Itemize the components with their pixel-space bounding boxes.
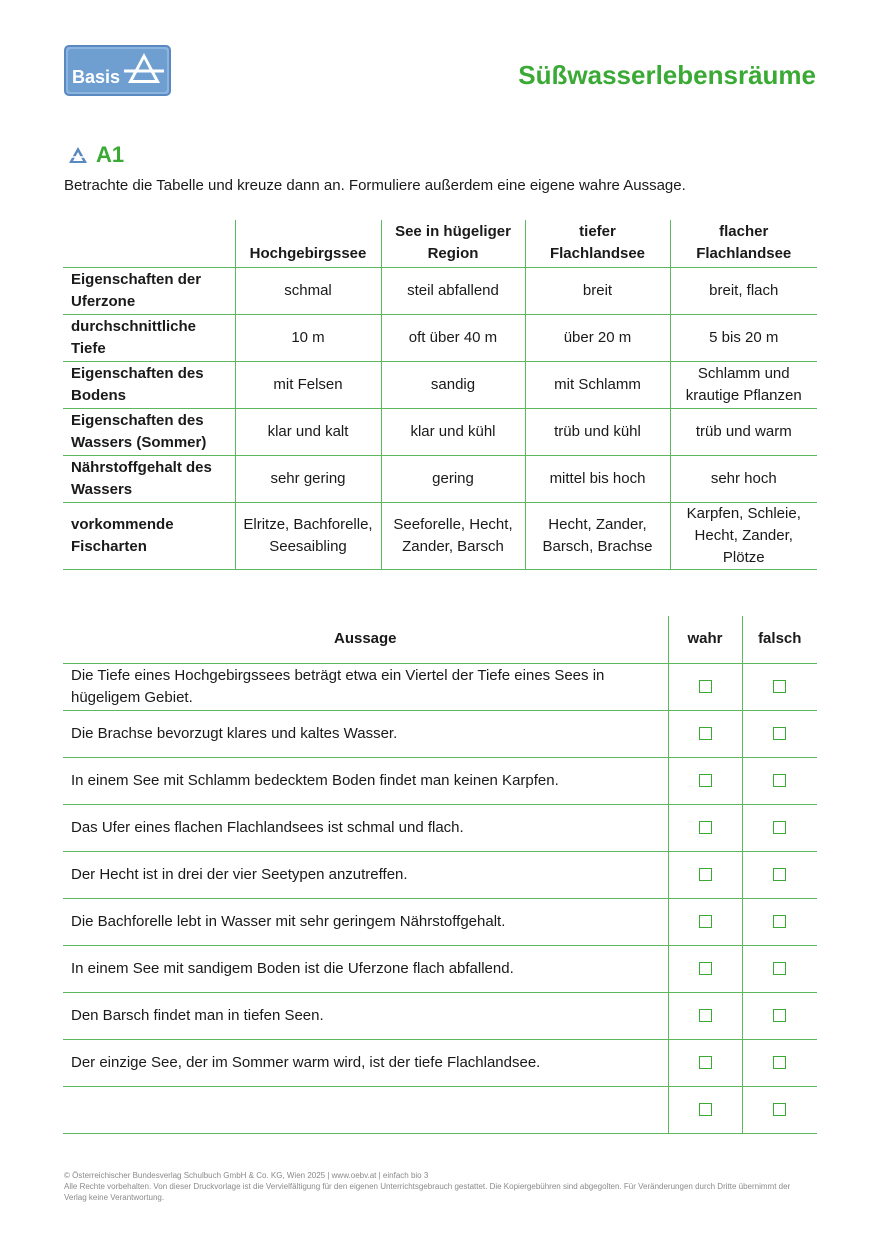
false-checkbox[interactable] xyxy=(773,680,786,693)
statement-text: Die Brachse bevorzugt klares und kaltes Wasser. xyxy=(63,710,668,757)
table-cell: über 20 m xyxy=(525,314,670,361)
statement-row xyxy=(63,945,817,992)
column-header: See in hügeliger Region xyxy=(381,220,525,267)
row-header: Nährstoffgehalt des Wassers xyxy=(63,455,235,502)
corner-cell xyxy=(63,220,235,267)
table-row xyxy=(63,267,817,314)
table-cell: mit Schlamm xyxy=(525,361,670,408)
statement-row xyxy=(63,898,817,945)
table-header-row xyxy=(63,616,817,663)
column-header: Hochgebirgssee xyxy=(235,220,381,267)
task-instruction: Betrachte die Tabelle und kreuze dann an. Formuliere außerdem eine eigene wahre Aussage. xyxy=(64,177,686,194)
true-checkbox[interactable] xyxy=(699,1103,712,1116)
statement-row xyxy=(63,851,817,898)
statement-text: In einem See mit sandigem Boden ist die Uferzone flach abfallend. xyxy=(63,945,668,992)
column-header: tiefer Flachlandsee xyxy=(525,220,670,267)
statement-row xyxy=(63,804,817,851)
row-header: Eigenschaften des Bodens xyxy=(63,361,235,408)
table-cell: breit, flach xyxy=(670,267,817,314)
statement-text: Den Barsch findet man in tiefen Seen. xyxy=(63,992,668,1039)
statement-row xyxy=(63,1039,817,1086)
statement-text: In einem See mit Schlamm bedecktem Boden findet man keinen Karpfen. xyxy=(63,757,668,804)
table-row xyxy=(63,314,817,361)
table-cell: steil abfallend xyxy=(381,267,525,314)
false-checkbox[interactable] xyxy=(773,962,786,975)
false-checkbox[interactable] xyxy=(773,1103,786,1116)
false-checkbox[interactable] xyxy=(773,1009,786,1022)
statement-column-header: Aussage xyxy=(63,616,668,663)
logo-text: Basis xyxy=(72,67,121,87)
true-checkbox[interactable] xyxy=(699,1009,712,1022)
table-cell: mit Felsen xyxy=(235,361,381,408)
true-checkbox[interactable] xyxy=(699,680,712,693)
false-checkbox[interactable] xyxy=(773,727,786,740)
table-cell: trüb und warm xyxy=(670,408,817,455)
row-header: durchschnittliche Tiefe xyxy=(63,314,235,361)
table-cell: sandig xyxy=(381,361,525,408)
false-column-header: falsch xyxy=(742,616,817,663)
table-row xyxy=(63,455,817,502)
statement-text: Das Ufer eines flachen Flachlandsees ist schmal und flach. xyxy=(63,804,668,851)
statement-text: Der Hecht ist in drei der vier Seetypen anzutreffen. xyxy=(63,851,668,898)
false-checkbox[interactable] xyxy=(773,774,786,787)
table-cell: 5 bis 20 m xyxy=(670,314,817,361)
lake-comparison-table xyxy=(63,220,817,570)
basis-level-icon xyxy=(68,146,88,164)
table-cell: sehr gering xyxy=(235,455,381,502)
table-cell: klar und kalt xyxy=(235,408,381,455)
true-checkbox[interactable] xyxy=(699,821,712,834)
false-checkbox[interactable] xyxy=(773,915,786,928)
table-cell: sehr hoch xyxy=(670,455,817,502)
footer xyxy=(64,1170,804,1203)
table-cell: mittel bis hoch xyxy=(525,455,670,502)
statement-row xyxy=(63,757,817,804)
statement-row xyxy=(63,710,817,757)
true-checkbox[interactable] xyxy=(699,727,712,740)
table-header-row xyxy=(63,220,817,267)
copyright-line: © Österreichischer Bundesverlag Schulbuch GmbH & Co. KG, Wien 2025 | www.oebv.at | einfach bio 3 xyxy=(64,1171,429,1180)
table-row xyxy=(63,502,817,569)
false-checkbox[interactable] xyxy=(773,821,786,834)
table-cell: gering xyxy=(381,455,525,502)
true-checkbox[interactable] xyxy=(699,868,712,881)
row-header: Eigenschaften des Wassers (Sommer) xyxy=(63,408,235,455)
statement-row xyxy=(63,992,817,1039)
table-cell: 10 m xyxy=(235,314,381,361)
row-header: Eigenschaften der Uferzone xyxy=(63,267,235,314)
table-cell: Schlamm und krautige Pflanzen xyxy=(670,361,817,408)
basis-logo xyxy=(64,45,171,96)
true-checkbox[interactable] xyxy=(699,962,712,975)
own-statement-field[interactable] xyxy=(63,1086,668,1133)
table-row xyxy=(63,408,817,455)
false-checkbox[interactable] xyxy=(773,1056,786,1069)
table-cell: trüb und kühl xyxy=(525,408,670,455)
table-cell: klar und kühl xyxy=(381,408,525,455)
true-column-header: wahr xyxy=(668,616,742,663)
task-heading xyxy=(68,142,124,168)
table-cell: breit xyxy=(525,267,670,314)
statement-table xyxy=(63,616,817,1134)
row-header: vorkommende Fischarten xyxy=(63,502,235,569)
table-cell: Seeforelle, Hecht, Zander, Barsch xyxy=(381,502,525,569)
statement-text: Die Bachforelle lebt in Wasser mit sehr geringem Nährstoffgehalt. xyxy=(63,898,668,945)
table-cell: Karpfen, Schleie, Hecht, Zander, Plötze xyxy=(670,502,817,569)
table-cell: oft über 40 m xyxy=(381,314,525,361)
false-checkbox[interactable] xyxy=(773,868,786,881)
statement-row xyxy=(63,663,817,710)
true-checkbox[interactable] xyxy=(699,1056,712,1069)
table-cell: Elritze, Bachforelle, Seesaibling xyxy=(235,502,381,569)
own-statement-row xyxy=(63,1086,817,1133)
statement-text: Die Tiefe eines Hochgebirgssees beträgt etwa ein Viertel der Tiefe eines Sees in hügeligem Gebiet. xyxy=(63,663,668,710)
column-header: flacher Flachlandsee xyxy=(670,220,817,267)
statement-text: Der einzige See, der im Sommer warm wird, ist der tiefe Flachlandsee. xyxy=(63,1039,668,1086)
table-row xyxy=(63,361,817,408)
table-cell: schmal xyxy=(235,267,381,314)
true-checkbox[interactable] xyxy=(699,774,712,787)
rights-notice: Alle Rechte vorbehalten. Von dieser Druckvorlage ist die Vervielfältigung für den eigenen Unterrichtsgebrauch gestattet. Die Kopiergebühren sind abgegolten. Für Veränderungen durch Dritte übernimmt der Verlag keine Verantwortung. xyxy=(64,1182,791,1202)
table-cell: Hecht, Zander, Barsch, Brachse xyxy=(525,502,670,569)
page-title: Süßwasserlebensräume xyxy=(518,60,816,90)
task-label: A1 xyxy=(96,142,125,167)
true-checkbox[interactable] xyxy=(699,915,712,928)
